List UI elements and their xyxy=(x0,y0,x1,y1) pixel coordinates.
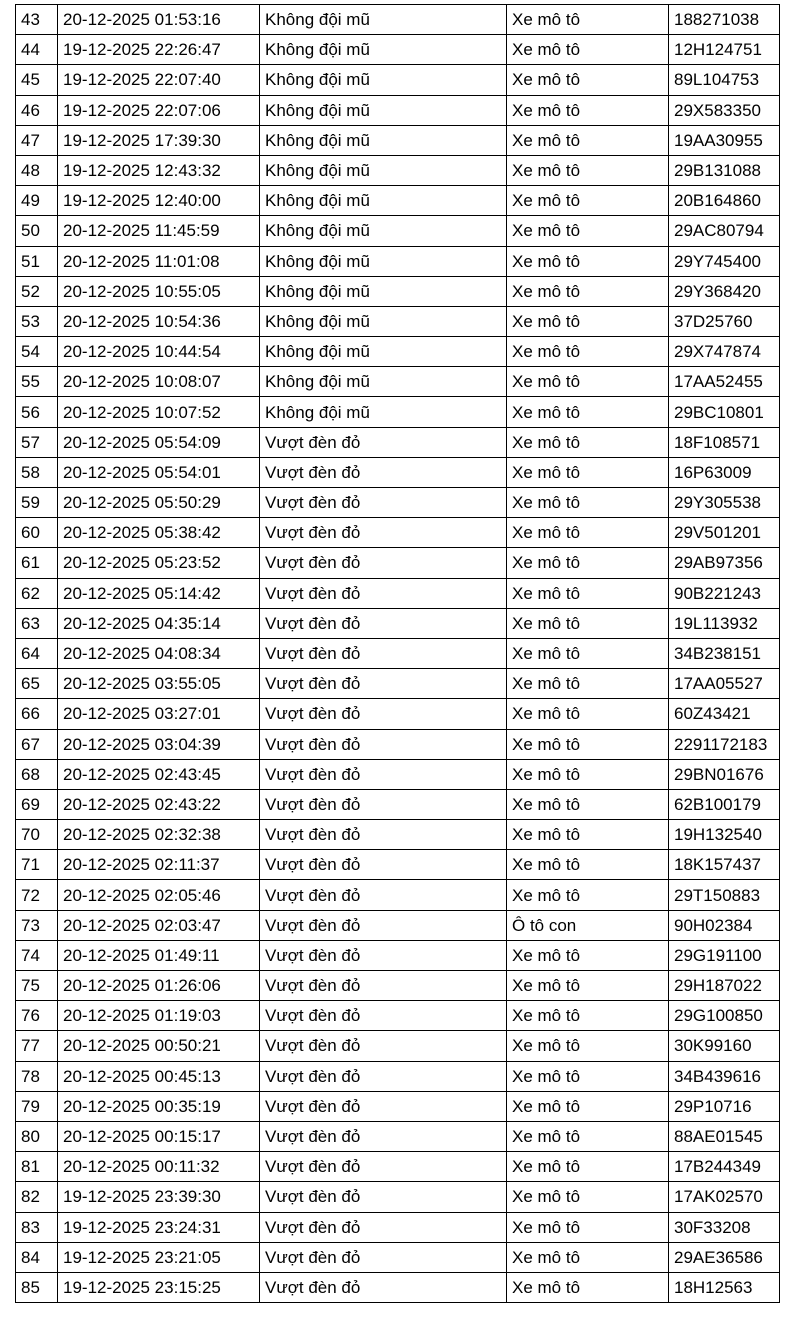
violation-type-cell: Không đội mũ xyxy=(260,125,507,155)
table-row xyxy=(16,186,780,216)
violation-time-cell: 20-12-2025 02:32:38 xyxy=(58,820,260,850)
table-row xyxy=(16,971,780,1001)
table-row xyxy=(16,820,780,850)
table-row xyxy=(16,789,780,819)
violation-type-cell: Không đội mũ xyxy=(260,397,507,427)
violation-time-cell: 20-12-2025 10:55:05 xyxy=(58,276,260,306)
table-row xyxy=(16,337,780,367)
row-number-cell: 48 xyxy=(16,155,58,185)
violation-time-cell: 19-12-2025 22:07:40 xyxy=(58,65,260,95)
violation-type-cell: Vượt đèn đỏ xyxy=(260,608,507,638)
row-number-cell: 78 xyxy=(16,1061,58,1091)
table-row xyxy=(16,367,780,397)
table-row xyxy=(16,306,780,336)
row-number-cell: 43 xyxy=(16,5,58,35)
table-row xyxy=(16,1121,780,1151)
violation-time-cell: 20-12-2025 05:50:29 xyxy=(58,488,260,518)
table-row xyxy=(16,729,780,759)
row-number-cell: 51 xyxy=(16,246,58,276)
license-plate-cell: 2291172183 xyxy=(669,729,780,759)
violation-type-cell: Vượt đèn đỏ xyxy=(260,880,507,910)
table-row xyxy=(16,1061,780,1091)
row-number-cell: 54 xyxy=(16,337,58,367)
table-row xyxy=(16,608,780,638)
license-plate-cell: 18H12563 xyxy=(669,1272,780,1302)
vehicle-type-cell: Xe mô tô xyxy=(507,1152,669,1182)
row-number-cell: 66 xyxy=(16,699,58,729)
license-plate-cell: 19H132540 xyxy=(669,820,780,850)
row-number-cell: 68 xyxy=(16,759,58,789)
violation-time-cell: 19-12-2025 23:15:25 xyxy=(58,1272,260,1302)
violation-type-cell: Không đội mũ xyxy=(260,276,507,306)
violation-type-cell: Vượt đèn đỏ xyxy=(260,427,507,457)
row-number-cell: 83 xyxy=(16,1212,58,1242)
vehicle-type-cell: Xe mô tô xyxy=(507,488,669,518)
violation-type-cell: Không đội mũ xyxy=(260,216,507,246)
license-plate-cell: 29G191100 xyxy=(669,940,780,970)
license-plate-cell: 17B244349 xyxy=(669,1152,780,1182)
vehicle-type-cell: Xe mô tô xyxy=(507,1121,669,1151)
violation-time-cell: 19-12-2025 17:39:30 xyxy=(58,125,260,155)
vehicle-type-cell: Ô tô con xyxy=(507,910,669,940)
violation-type-cell: Vượt đèn đỏ xyxy=(260,1001,507,1031)
license-plate-cell: 29Y368420 xyxy=(669,276,780,306)
violation-time-cell: 20-12-2025 03:04:39 xyxy=(58,729,260,759)
violations-sheet xyxy=(15,4,779,1303)
row-number-cell: 58 xyxy=(16,457,58,487)
violation-time-cell: 20-12-2025 10:54:36 xyxy=(58,306,260,336)
vehicle-type-cell: Xe mô tô xyxy=(507,397,669,427)
row-number-cell: 59 xyxy=(16,488,58,518)
table-row xyxy=(16,95,780,125)
violation-time-cell: 20-12-2025 05:14:42 xyxy=(58,578,260,608)
vehicle-type-cell: Xe mô tô xyxy=(507,820,669,850)
row-number-cell: 45 xyxy=(16,65,58,95)
row-number-cell: 46 xyxy=(16,95,58,125)
vehicle-type-cell: Xe mô tô xyxy=(507,608,669,638)
row-number-cell: 44 xyxy=(16,35,58,65)
row-number-cell: 84 xyxy=(16,1242,58,1272)
violation-type-cell: Vượt đèn đỏ xyxy=(260,1121,507,1151)
violation-time-cell: 20-12-2025 05:23:52 xyxy=(58,548,260,578)
license-plate-cell: 88AE01545 xyxy=(669,1121,780,1151)
row-number-cell: 70 xyxy=(16,820,58,850)
violation-time-cell: 20-12-2025 05:54:01 xyxy=(58,457,260,487)
violation-time-cell: 20-12-2025 10:44:54 xyxy=(58,337,260,367)
violation-time-cell: 20-12-2025 00:50:21 xyxy=(58,1031,260,1061)
table-row xyxy=(16,457,780,487)
row-number-cell: 53 xyxy=(16,306,58,336)
license-plate-cell: 89L104753 xyxy=(669,65,780,95)
violation-type-cell: Vượt đèn đỏ xyxy=(260,638,507,668)
violation-type-cell: Vượt đèn đỏ xyxy=(260,669,507,699)
row-number-cell: 60 xyxy=(16,518,58,548)
row-number-cell: 62 xyxy=(16,578,58,608)
violation-time-cell: 20-12-2025 02:03:47 xyxy=(58,910,260,940)
license-plate-cell: 19L113932 xyxy=(669,608,780,638)
license-plate-cell: 20B164860 xyxy=(669,186,780,216)
violation-type-cell: Vượt đèn đỏ xyxy=(260,789,507,819)
vehicle-type-cell: Xe mô tô xyxy=(507,5,669,35)
vehicle-type-cell: Xe mô tô xyxy=(507,246,669,276)
table-row xyxy=(16,488,780,518)
violation-type-cell: Vượt đèn đỏ xyxy=(260,850,507,880)
violation-time-cell: 20-12-2025 01:26:06 xyxy=(58,971,260,1001)
vehicle-type-cell: Xe mô tô xyxy=(507,427,669,457)
violation-time-cell: 19-12-2025 23:21:05 xyxy=(58,1242,260,1272)
violation-type-cell: Không đội mũ xyxy=(260,155,507,185)
row-number-cell: 49 xyxy=(16,186,58,216)
license-plate-cell: 30K99160 xyxy=(669,1031,780,1061)
vehicle-type-cell: Xe mô tô xyxy=(507,1001,669,1031)
row-number-cell: 47 xyxy=(16,125,58,155)
violations-table-body xyxy=(16,5,780,1303)
row-number-cell: 72 xyxy=(16,880,58,910)
vehicle-type-cell: Xe mô tô xyxy=(507,759,669,789)
violation-time-cell: 19-12-2025 12:40:00 xyxy=(58,186,260,216)
license-plate-cell: 188271038 xyxy=(669,5,780,35)
violation-type-cell: Vượt đèn đỏ xyxy=(260,488,507,518)
license-plate-cell: 17AA52455 xyxy=(669,367,780,397)
violation-type-cell: Vượt đèn đỏ xyxy=(260,1182,507,1212)
vehicle-type-cell: Xe mô tô xyxy=(507,65,669,95)
violation-time-cell: 20-12-2025 10:07:52 xyxy=(58,397,260,427)
violation-time-cell: 20-12-2025 01:53:16 xyxy=(58,5,260,35)
vehicle-type-cell: Xe mô tô xyxy=(507,216,669,246)
violation-type-cell: Vượt đèn đỏ xyxy=(260,940,507,970)
license-plate-cell: 29B131088 xyxy=(669,155,780,185)
violation-time-cell: 20-12-2025 10:08:07 xyxy=(58,367,260,397)
table-row xyxy=(16,5,780,35)
vehicle-type-cell: Xe mô tô xyxy=(507,638,669,668)
vehicle-type-cell: Xe mô tô xyxy=(507,1182,669,1212)
row-number-cell: 81 xyxy=(16,1152,58,1182)
vehicle-type-cell: Xe mô tô xyxy=(507,125,669,155)
violation-type-cell: Không đội mũ xyxy=(260,65,507,95)
vehicle-type-cell: Xe mô tô xyxy=(507,337,669,367)
violation-type-cell: Vượt đèn đỏ xyxy=(260,1091,507,1121)
license-plate-cell: 29AB97356 xyxy=(669,548,780,578)
violation-time-cell: 20-12-2025 02:43:22 xyxy=(58,789,260,819)
license-plate-cell: 29AC80794 xyxy=(669,216,780,246)
vehicle-type-cell: Xe mô tô xyxy=(507,669,669,699)
vehicle-type-cell: Xe mô tô xyxy=(507,729,669,759)
violation-time-cell: 20-12-2025 05:54:09 xyxy=(58,427,260,457)
vehicle-type-cell: Xe mô tô xyxy=(507,35,669,65)
vehicle-type-cell: Xe mô tô xyxy=(507,1091,669,1121)
violation-type-cell: Vượt đèn đỏ xyxy=(260,578,507,608)
row-number-cell: 74 xyxy=(16,940,58,970)
table-row xyxy=(16,397,780,427)
row-number-cell: 55 xyxy=(16,367,58,397)
vehicle-type-cell: Xe mô tô xyxy=(507,789,669,819)
violation-type-cell: Vượt đèn đỏ xyxy=(260,1212,507,1242)
table-row xyxy=(16,518,780,548)
table-row xyxy=(16,1182,780,1212)
violation-time-cell: 20-12-2025 03:27:01 xyxy=(58,699,260,729)
vehicle-type-cell: Xe mô tô xyxy=(507,1242,669,1272)
vehicle-type-cell: Xe mô tô xyxy=(507,971,669,1001)
violation-type-cell: Không đội mũ xyxy=(260,5,507,35)
vehicle-type-cell: Xe mô tô xyxy=(507,1272,669,1302)
vehicle-type-cell: Xe mô tô xyxy=(507,457,669,487)
license-plate-cell: 29V501201 xyxy=(669,518,780,548)
license-plate-cell: 18K157437 xyxy=(669,850,780,880)
table-row xyxy=(16,1031,780,1061)
row-number-cell: 52 xyxy=(16,276,58,306)
table-row xyxy=(16,65,780,95)
row-number-cell: 73 xyxy=(16,910,58,940)
violation-time-cell: 20-12-2025 00:15:17 xyxy=(58,1121,260,1151)
table-row xyxy=(16,578,780,608)
row-number-cell: 76 xyxy=(16,1001,58,1031)
violation-type-cell: Vượt đèn đỏ xyxy=(260,759,507,789)
row-number-cell: 77 xyxy=(16,1031,58,1061)
row-number-cell: 56 xyxy=(16,397,58,427)
row-number-cell: 67 xyxy=(16,729,58,759)
vehicle-type-cell: Xe mô tô xyxy=(507,186,669,216)
row-number-cell: 57 xyxy=(16,427,58,457)
license-plate-cell: 30F33208 xyxy=(669,1212,780,1242)
violation-time-cell: 20-12-2025 02:11:37 xyxy=(58,850,260,880)
table-row xyxy=(16,216,780,246)
violation-type-cell: Vượt đèn đỏ xyxy=(260,729,507,759)
license-plate-cell: 34B439616 xyxy=(669,1061,780,1091)
violation-type-cell: Không đội mũ xyxy=(260,186,507,216)
license-plate-cell: 17AK02570 xyxy=(669,1182,780,1212)
violation-type-cell: Vượt đèn đỏ xyxy=(260,1152,507,1182)
row-number-cell: 71 xyxy=(16,850,58,880)
license-plate-cell: 18F108571 xyxy=(669,427,780,457)
license-plate-cell: 29BN01676 xyxy=(669,759,780,789)
violation-type-cell: Vượt đèn đỏ xyxy=(260,518,507,548)
violation-type-cell: Không đội mũ xyxy=(260,367,507,397)
table-row xyxy=(16,1242,780,1272)
violation-time-cell: 19-12-2025 22:26:47 xyxy=(58,35,260,65)
row-number-cell: 61 xyxy=(16,548,58,578)
violation-type-cell: Vượt đèn đỏ xyxy=(260,457,507,487)
license-plate-cell: 90B221243 xyxy=(669,578,780,608)
table-row xyxy=(16,1001,780,1031)
vehicle-type-cell: Xe mô tô xyxy=(507,850,669,880)
vehicle-type-cell: Xe mô tô xyxy=(507,155,669,185)
vehicle-type-cell: Xe mô tô xyxy=(507,276,669,306)
license-plate-cell: 29X747874 xyxy=(669,337,780,367)
license-plate-cell: 29P10716 xyxy=(669,1091,780,1121)
vehicle-type-cell: Xe mô tô xyxy=(507,306,669,336)
violation-type-cell: Không đội mũ xyxy=(260,95,507,125)
violation-type-cell: Không đội mũ xyxy=(260,306,507,336)
table-row xyxy=(16,759,780,789)
license-plate-cell: 90H02384 xyxy=(669,910,780,940)
table-row xyxy=(16,276,780,306)
license-plate-cell: 19AA30955 xyxy=(669,125,780,155)
violation-time-cell: 19-12-2025 23:24:31 xyxy=(58,1212,260,1242)
violations-table xyxy=(15,4,780,1303)
vehicle-type-cell: Xe mô tô xyxy=(507,367,669,397)
vehicle-type-cell: Xe mô tô xyxy=(507,518,669,548)
license-plate-cell: 34B238151 xyxy=(669,638,780,668)
license-plate-cell: 29X583350 xyxy=(669,95,780,125)
row-number-cell: 79 xyxy=(16,1091,58,1121)
violation-time-cell: 20-12-2025 00:45:13 xyxy=(58,1061,260,1091)
violation-time-cell: 20-12-2025 05:38:42 xyxy=(58,518,260,548)
violation-time-cell: 20-12-2025 00:11:32 xyxy=(58,1152,260,1182)
table-row xyxy=(16,1272,780,1302)
vehicle-type-cell: Xe mô tô xyxy=(507,1031,669,1061)
license-plate-cell: 29Y305538 xyxy=(669,488,780,518)
row-number-cell: 85 xyxy=(16,1272,58,1302)
row-number-cell: 63 xyxy=(16,608,58,638)
violation-time-cell: 20-12-2025 04:35:14 xyxy=(58,608,260,638)
violation-time-cell: 20-12-2025 04:08:34 xyxy=(58,638,260,668)
row-number-cell: 75 xyxy=(16,971,58,1001)
table-row xyxy=(16,246,780,276)
license-plate-cell: 17AA05527 xyxy=(669,669,780,699)
vehicle-type-cell: Xe mô tô xyxy=(507,940,669,970)
table-row xyxy=(16,1212,780,1242)
license-plate-cell: 60Z43421 xyxy=(669,699,780,729)
table-row xyxy=(16,155,780,185)
violation-type-cell: Vượt đèn đỏ xyxy=(260,548,507,578)
vehicle-type-cell: Xe mô tô xyxy=(507,548,669,578)
table-row xyxy=(16,427,780,457)
violation-type-cell: Vượt đèn đỏ xyxy=(260,699,507,729)
row-number-cell: 50 xyxy=(16,216,58,246)
violation-type-cell: Vượt đèn đỏ xyxy=(260,971,507,1001)
violation-time-cell: 20-12-2025 02:05:46 xyxy=(58,880,260,910)
violation-type-cell: Vượt đèn đỏ xyxy=(260,910,507,940)
violation-type-cell: Không đội mũ xyxy=(260,246,507,276)
violation-time-cell: 20-12-2025 03:55:05 xyxy=(58,669,260,699)
table-row xyxy=(16,699,780,729)
violation-time-cell: 20-12-2025 11:45:59 xyxy=(58,216,260,246)
license-plate-cell: 29T150883 xyxy=(669,880,780,910)
row-number-cell: 80 xyxy=(16,1121,58,1151)
table-row xyxy=(16,638,780,668)
violation-time-cell: 20-12-2025 01:19:03 xyxy=(58,1001,260,1031)
violation-time-cell: 20-12-2025 11:01:08 xyxy=(58,246,260,276)
table-row xyxy=(16,125,780,155)
violation-type-cell: Vượt đèn đỏ xyxy=(260,820,507,850)
license-plate-cell: 29H187022 xyxy=(669,971,780,1001)
table-row xyxy=(16,669,780,699)
license-plate-cell: 29G100850 xyxy=(669,1001,780,1031)
license-plate-cell: 12H124751 xyxy=(669,35,780,65)
vehicle-type-cell: Xe mô tô xyxy=(507,880,669,910)
row-number-cell: 69 xyxy=(16,789,58,819)
table-row xyxy=(16,35,780,65)
violation-type-cell: Vượt đèn đỏ xyxy=(260,1272,507,1302)
license-plate-cell: 37D25760 xyxy=(669,306,780,336)
violation-time-cell: 19-12-2025 22:07:06 xyxy=(58,95,260,125)
row-number-cell: 82 xyxy=(16,1182,58,1212)
violation-time-cell: 19-12-2025 23:39:30 xyxy=(58,1182,260,1212)
violation-time-cell: 20-12-2025 02:43:45 xyxy=(58,759,260,789)
violation-time-cell: 20-12-2025 01:49:11 xyxy=(58,940,260,970)
violation-type-cell: Vượt đèn đỏ xyxy=(260,1242,507,1272)
table-row xyxy=(16,910,780,940)
violation-type-cell: Không đội mũ xyxy=(260,337,507,367)
row-number-cell: 65 xyxy=(16,669,58,699)
table-row xyxy=(16,880,780,910)
violation-type-cell: Vượt đèn đỏ xyxy=(260,1061,507,1091)
table-row xyxy=(16,850,780,880)
license-plate-cell: 29AE36586 xyxy=(669,1242,780,1272)
license-plate-cell: 16P63009 xyxy=(669,457,780,487)
violation-type-cell: Không đội mũ xyxy=(260,35,507,65)
violation-time-cell: 20-12-2025 00:35:19 xyxy=(58,1091,260,1121)
vehicle-type-cell: Xe mô tô xyxy=(507,1212,669,1242)
license-plate-cell: 62B100179 xyxy=(669,789,780,819)
row-number-cell: 64 xyxy=(16,638,58,668)
vehicle-type-cell: Xe mô tô xyxy=(507,1061,669,1091)
table-row xyxy=(16,940,780,970)
violation-time-cell: 19-12-2025 12:43:32 xyxy=(58,155,260,185)
vehicle-type-cell: Xe mô tô xyxy=(507,578,669,608)
license-plate-cell: 29BC10801 xyxy=(669,397,780,427)
table-row xyxy=(16,1091,780,1121)
table-row xyxy=(16,1152,780,1182)
table-row xyxy=(16,548,780,578)
vehicle-type-cell: Xe mô tô xyxy=(507,699,669,729)
license-plate-cell: 29Y745400 xyxy=(669,246,780,276)
vehicle-type-cell: Xe mô tô xyxy=(507,95,669,125)
violation-type-cell: Vượt đèn đỏ xyxy=(260,1031,507,1061)
